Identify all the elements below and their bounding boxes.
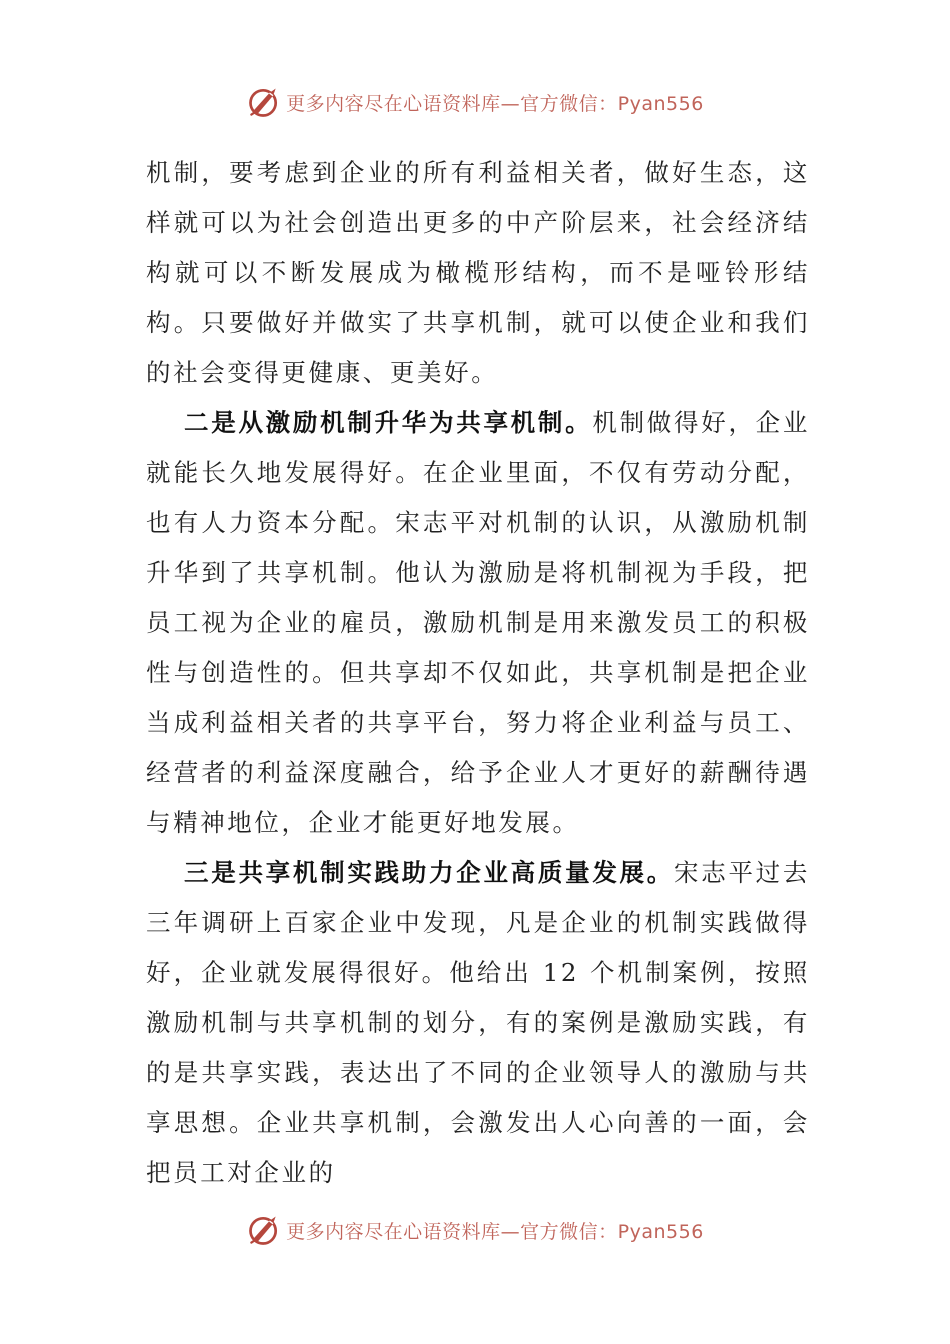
pen-nib-logo-icon [246,84,282,120]
paragraph-1 [146,148,810,398]
pen-nib-logo-icon [246,1212,282,1248]
paragraph-1-text: 机制，要考虑到企业的所有利益相关者，做好生态，这样就可以为社会创造出更多的中产阶层来，社会经济结构就可以不断发展成为橄榄形结构，而不是哑铃形结构。只要做好并做实了共享机制，就可以使企业和我们的社会变得更健康、更美好。 [146,158,810,387]
footer-banner [0,1210,950,1250]
paragraph-3-lead: 三是共享机制实践助力企业高质量发展。 [184,858,674,887]
paragraph-2-lead: 二是从激励机制升华为共享机制。 [184,408,593,437]
header-banner-text: 更多内容尽在心语资料库—官方微信：Pyan556 [286,92,704,115]
paragraph-3-text: 宋志平过去三年调研上百家企业中发现，凡是企业的机制实践做得好，企业就发展得很好。他给出 12 个机制案例，按照激励机制与共享机制的划分，有的案例是激励实践，有的是共享实践，表达出了不同的企业领导人的激励与共享思想。企业共享机制，会激发出人心向善的一面，会把员工对企业的 [146,858,810,1187]
paragraph-2 [146,398,810,848]
document-body [146,148,810,1198]
paragraph-2-text: 机制做得好，企业就能长久地发展得好。在企业里面，不仅有劳动分配，也有人力资本分配。宋志平对机制的认识，从激励机制升华到了共享机制。他认为激励是将机制视为手段，把员工视为企业的雇员，激励机制是用来激发员工的积极性与创造性的。但共享却不仅如此，共享机制是把企业当成利益相关者的共享平台，努力将企业利益与员工、经营者的利益深度融合，给予企业人才更好的薪酬待遇与精神地位，企业才能更好地发展。 [146,408,810,837]
footer-banner-text: 更多内容尽在心语资料库—官方微信：Pyan556 [286,1220,704,1243]
header-banner [0,82,950,122]
paragraph-3 [146,848,810,1198]
